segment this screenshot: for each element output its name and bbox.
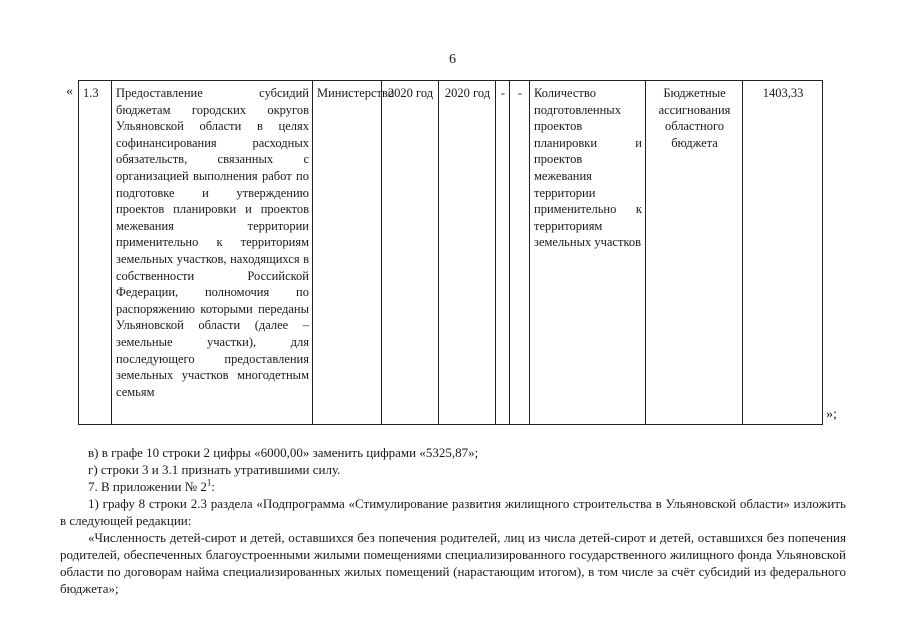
paragraph-v: в) в графе 10 строки 2 цифры «6000,00» заменить цифрами «5325,87»; (88, 445, 479, 460)
cell-executor: Министерство (313, 81, 382, 425)
table-close-quote: »; (826, 407, 837, 422)
table-open-quote: « (66, 84, 73, 99)
paragraph-7 (88, 478, 215, 495)
cell-row-number: 1.3 (79, 81, 112, 425)
paragraph-quote (60, 529, 846, 597)
paragraph-7-colon: : (211, 479, 215, 494)
cell-funding-source: Бюджетные ассигнования областного бюджета (646, 81, 743, 425)
paragraph-7-superscript: 1 (206, 477, 212, 488)
paragraph-quote-text: «Численность детей-сирот и детей, оставшихся без попечения родителей, лиц из числа детей-сирот и детей, оставшихся без попечения родителей, обеспеченных благоустроенными жилыми помещениями специализированного государственного жилищного фонда Ульяновской области по договорам найма специализированных жилых помещений (нарастающим итогом), в том числе за счёт субсидий из федерального бюджета»; (60, 530, 846, 596)
amendment-table (78, 80, 823, 425)
paragraph-1-text: 1) графу 8 строки 2.3 раздела «Подпрограмма «Стимулирование развития жилищного строительства в Ульяновской области» изложить в следующей редакции: (60, 496, 846, 528)
cell-amount: 1403,33 (743, 81, 823, 425)
table-row (79, 81, 823, 425)
cell-end-year: 2020 год (439, 81, 496, 425)
cell-col6: - (496, 81, 510, 425)
page-number: 6 (449, 52, 456, 67)
cell-indicator: Количество подготовленных проектов планировки и проектов межевания территории применительно к территориям земельных участков (530, 81, 646, 425)
cell-description: Предоставление субсидий бюджетам городских округов Ульяновской области в целях софинансирования расходных обязательств, связанных с организацией выполнения работ по подготовке и утверждению проектов планировки и проектов межевания территории применительно к территориям земельных участков, находящихся в собственности Российской Федерации, полномочия по распоряжению которыми переданы Ульяновской области (далее – земельные участки), для последующего предоставления земельных участков многодетным семьям (112, 81, 313, 425)
cell-start-year: 2020 год (382, 81, 439, 425)
paragraph-1 (60, 495, 846, 529)
paragraph-7-text: 7. В приложении № 2 (88, 479, 207, 494)
paragraph-g: г) строки 3 и 3.1 признать утратившими силу. (88, 462, 341, 477)
cell-col7: - (510, 81, 530, 425)
